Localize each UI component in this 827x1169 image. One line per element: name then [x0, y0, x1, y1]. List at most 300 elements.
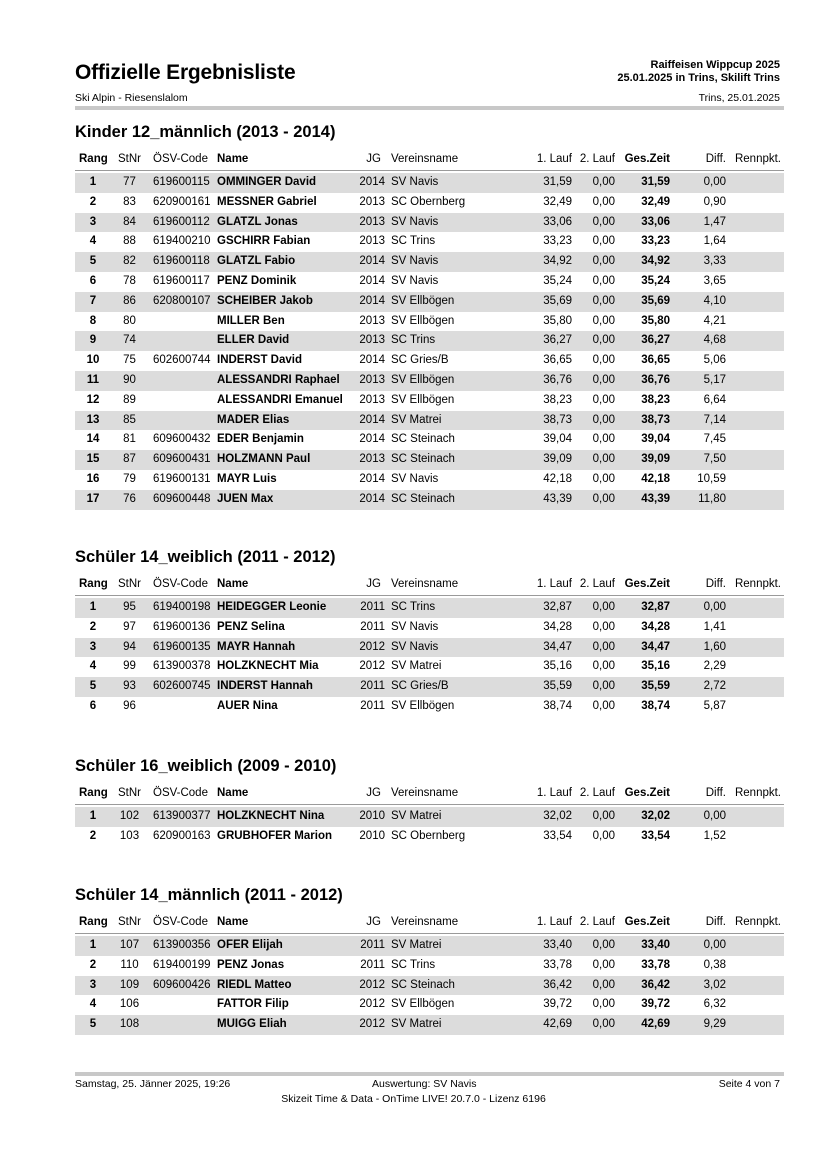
cell-lauf2: 0,00	[592, 680, 615, 693]
cell-stnr: 96	[123, 699, 136, 712]
cell-verein: SC Trins	[391, 235, 436, 248]
cell-verein: SV Ellbögen	[391, 699, 455, 712]
print-timestamp: Samstag, 25. Jänner 2025, 19:26	[75, 1078, 231, 1090]
column-header-name: Name	[217, 578, 249, 590]
table-row	[75, 936, 784, 956]
cell-ges: 35,69	[641, 294, 670, 307]
table-row	[75, 252, 784, 272]
cell-jg: 2012	[359, 640, 385, 653]
cell-rang: 11	[86, 373, 100, 386]
cell-name: FATTOR Filip	[217, 998, 289, 1011]
cell-stnr: 87	[123, 453, 136, 466]
column-header-renn: Rennpkt.	[734, 787, 781, 799]
cell-diff: 1,47	[703, 215, 726, 228]
cell-name: PENZ Dominik	[217, 274, 297, 287]
cell-code: 609600431	[153, 453, 211, 466]
cell-diff: 6,64	[703, 393, 726, 406]
cell-rang: 2	[89, 195, 97, 208]
cell-name: MAYR Hannah	[217, 640, 296, 653]
cell-stnr: 94	[123, 640, 136, 653]
table-row	[75, 371, 784, 391]
column-header-jg: JG	[366, 787, 381, 799]
cell-ges: 36,65	[641, 354, 670, 367]
table-row	[75, 272, 784, 292]
cell-verein: SV Navis	[391, 255, 439, 268]
table-row	[75, 657, 784, 677]
cell-ges: 35,59	[641, 680, 670, 693]
cell-rang: 3	[89, 978, 97, 991]
cell-ges: 35,16	[641, 660, 670, 673]
cell-lauf1: 42,18	[543, 472, 572, 485]
table-row	[75, 677, 784, 697]
cell-lauf1: 33,23	[543, 235, 572, 248]
column-header-lauf2: 2. Lauf	[579, 787, 615, 799]
cell-stnr: 89	[123, 393, 136, 406]
section-title: Schüler 16_weiblich (2009 - 2010)	[75, 757, 337, 775]
cell-verein: SV Matrei	[391, 810, 442, 822]
cell-name: MILLER Ben	[217, 314, 285, 327]
cell-rang: 7	[89, 294, 97, 307]
column-header-name: Name	[217, 153, 249, 165]
table-row	[75, 807, 784, 827]
cell-lauf1: 32,49	[543, 195, 572, 208]
cell-ges: 35,80	[641, 314, 670, 327]
place-date: Trins, 25.01.2025	[698, 92, 780, 104]
cell-rang: 15	[86, 453, 100, 466]
cell-jg: 2012	[359, 660, 385, 673]
results-section	[75, 122, 784, 510]
cell-rang: 12	[86, 393, 100, 406]
cell-lauf2: 0,00	[592, 235, 615, 248]
cell-jg: 2014	[359, 472, 385, 485]
cell-verein: SC Trins	[391, 958, 436, 971]
cell-name: ALESSANDRI Raphael	[217, 373, 340, 386]
cell-name: HOLZKNECHT Nina	[217, 810, 325, 822]
cell-stnr: 79	[123, 472, 136, 485]
cell-lauf1: 33,06	[543, 215, 572, 228]
column-header-diff: Diff.	[705, 787, 726, 799]
cell-rang: 16	[86, 472, 100, 485]
column-header-code: ÖSV-Code	[153, 916, 208, 928]
cell-stnr: 86	[123, 294, 136, 307]
cell-ges: 42,69	[641, 1018, 670, 1031]
cell-code: 619600112	[153, 215, 210, 228]
table-row	[75, 598, 784, 618]
cell-name: SCHEIBER Jakob	[217, 294, 313, 307]
cell-rang: 2	[89, 958, 97, 971]
cell-ges: 33,23	[641, 235, 670, 248]
cell-lauf1: 34,47	[543, 640, 572, 653]
cell-ges: 36,27	[641, 334, 670, 347]
cell-ges: 36,42	[641, 978, 670, 991]
page-number: Seite 4 von 7	[718, 1078, 780, 1090]
cell-lauf2: 0,00	[592, 601, 615, 613]
table-row	[75, 956, 784, 976]
cell-ges: 34,28	[641, 620, 670, 633]
results-section	[75, 547, 784, 717]
cell-diff: 1,64	[703, 235, 726, 248]
table-row	[75, 411, 784, 431]
cell-jg: 2014	[359, 433, 385, 446]
cell-stnr: 90	[123, 373, 136, 386]
cell-rang: 3	[89, 215, 97, 228]
cell-lauf2: 0,00	[592, 1018, 615, 1031]
cell-verein: SC Gries/B	[391, 680, 449, 693]
cell-name: MESSNER Gabriel	[217, 195, 317, 208]
cell-lauf2: 0,00	[592, 939, 615, 951]
cell-diff: 0,00	[703, 939, 726, 951]
cell-stnr: 81	[123, 433, 136, 446]
cell-lauf2: 0,00	[592, 314, 615, 327]
cell-diff: 0,00	[703, 810, 726, 822]
table-row	[75, 173, 784, 193]
cell-code: 619600131	[153, 472, 211, 485]
cell-diff: 5,17	[703, 373, 726, 386]
cell-verein: SC Steinach	[391, 978, 455, 991]
cell-diff: 0,90	[703, 195, 726, 208]
cell-code: 619600117	[153, 274, 210, 287]
cell-stnr: 106	[119, 998, 140, 1011]
cell-name: INDERST David	[217, 354, 302, 367]
cell-jg: 2010	[359, 810, 385, 822]
cell-diff: 2,72	[703, 680, 726, 693]
cell-stnr: 107	[119, 939, 140, 951]
cell-code: 619600135	[153, 640, 211, 653]
cell-diff: 3,65	[703, 274, 726, 287]
column-header-jg: JG	[366, 916, 381, 928]
column-header-lauf2: 2. Lauf	[579, 153, 615, 165]
cell-verein: SC Obernberg	[391, 195, 466, 208]
section-title: Schüler 14_weiblich (2011 - 2012)	[75, 548, 336, 566]
cell-rang: 4	[89, 998, 97, 1011]
cell-code: 613900378	[153, 660, 211, 673]
cell-name: JUEN Max	[217, 492, 274, 505]
event-name: Raiffeisen Wippcup 2025	[650, 59, 780, 71]
cell-stnr: 80	[123, 314, 136, 327]
evaluation-label: Auswertung: SV Navis	[372, 1078, 477, 1090]
cell-diff: 3,33	[703, 255, 726, 268]
column-header-stnr: StNr	[118, 153, 141, 165]
cell-rang: 2	[89, 620, 97, 633]
cell-diff: 1,60	[703, 640, 726, 653]
cell-lauf2: 0,00	[592, 640, 615, 653]
table-row	[75, 618, 784, 638]
cell-jg: 2014	[359, 354, 385, 367]
cell-name: GSCHIRR Fabian	[217, 235, 311, 248]
cell-lauf1: 36,42	[543, 978, 572, 991]
table-row	[75, 827, 784, 847]
results-section	[75, 756, 784, 847]
column-header-jg: JG	[366, 153, 381, 165]
cell-lauf2: 0,00	[592, 294, 615, 307]
cell-code: 620900161	[153, 195, 211, 208]
cell-diff: 4,21	[703, 314, 726, 327]
cell-verein: SV Navis	[391, 472, 439, 485]
cell-rang: 1	[89, 176, 97, 188]
cell-rang: 6	[89, 274, 97, 287]
cell-name: GLATZL Jonas	[217, 215, 298, 228]
cell-lauf2: 0,00	[592, 453, 615, 466]
cell-stnr: 77	[123, 176, 136, 188]
cell-jg: 2014	[359, 413, 385, 426]
column-header-rang: Rang	[79, 578, 108, 590]
cell-code: 609600426	[153, 978, 211, 991]
column-header-lauf1: 1. Lauf	[536, 787, 572, 799]
cell-verein: SC Gries/B	[391, 354, 449, 367]
cell-diff: 5,06	[703, 354, 726, 367]
cell-stnr: 97	[123, 620, 136, 633]
cell-verein: SV Matrei	[391, 1018, 442, 1031]
cell-stnr: 84	[123, 215, 136, 228]
cell-rang: 6	[89, 699, 97, 712]
cell-code: 613900356	[153, 939, 211, 951]
cell-lauf2: 0,00	[592, 274, 615, 287]
cell-verein: SV Navis	[391, 640, 439, 653]
table-row	[75, 193, 784, 213]
cell-verein: SV Ellbögen	[391, 393, 455, 406]
table-row	[75, 995, 784, 1015]
cell-code: 619600118	[153, 255, 210, 268]
cell-rang: 5	[89, 255, 97, 268]
cell-rang: 1	[89, 939, 97, 951]
cell-ges: 31,59	[641, 176, 670, 188]
cell-name: EDER Benjamin	[217, 433, 304, 446]
cell-stnr: 82	[123, 255, 136, 268]
cell-ges: 33,06	[641, 215, 670, 228]
cell-ges: 39,72	[641, 998, 670, 1011]
table-row	[75, 638, 784, 658]
cell-name: MAYR Luis	[217, 472, 277, 485]
cell-stnr: 85	[123, 413, 136, 426]
cell-verein: SC Steinach	[391, 433, 455, 446]
column-header-lauf2: 2. Lauf	[579, 578, 615, 590]
cell-code: 602600745	[153, 680, 211, 693]
results-section	[75, 885, 784, 1035]
column-header-code: ÖSV-Code	[153, 578, 208, 590]
cell-diff: 9,29	[703, 1018, 726, 1031]
column-header-renn: Rennpkt.	[734, 578, 781, 590]
cell-lauf1: 35,24	[543, 274, 572, 287]
cell-ges: 33,78	[641, 958, 670, 971]
column-header-renn: Rennpkt.	[734, 153, 781, 165]
discipline-subtitle: Ski Alpin - Riesenslalom	[75, 92, 188, 104]
cell-name: MUIGG Eliah	[217, 1018, 287, 1031]
cell-jg: 2013	[359, 195, 385, 208]
column-header-verein: Vereinsname	[391, 153, 459, 165]
cell-code: 619400210	[153, 235, 211, 248]
column-header-diff: Diff.	[705, 916, 726, 928]
cell-jg: 2013	[359, 235, 385, 248]
cell-lauf1: 43,39	[543, 492, 572, 505]
cell-jg: 2011	[360, 958, 385, 971]
cell-verein: SC Trins	[391, 334, 436, 347]
cell-code: 619600136	[153, 620, 211, 633]
cell-name: OMMINGER David	[217, 176, 317, 188]
column-header-lauf1: 1. Lauf	[536, 578, 572, 590]
cell-verein: SV Matrei	[391, 939, 442, 951]
cell-ges: 42,18	[641, 472, 670, 485]
cell-name: PENZ Selina	[217, 620, 285, 633]
cell-lauf2: 0,00	[592, 699, 615, 712]
cell-code: 609600448	[153, 492, 211, 505]
cell-lauf1: 33,78	[543, 958, 572, 971]
cell-name: OFER Elijah	[217, 939, 283, 951]
cell-code: 620900163	[153, 829, 211, 842]
cell-verein: SV Matrei	[391, 660, 442, 673]
cell-name: ALESSANDRI Emanuel	[217, 393, 343, 406]
cell-rang: 17	[86, 492, 100, 505]
cell-lauf2: 0,00	[592, 373, 615, 386]
cell-ges: 32,02	[641, 810, 670, 822]
cell-lauf2: 0,00	[592, 255, 615, 268]
cell-jg: 2014	[359, 274, 385, 287]
cell-jg: 2012	[359, 1018, 385, 1031]
footer-divider	[75, 1072, 784, 1076]
cell-lauf1: 39,04	[543, 433, 572, 446]
cell-verein: SV Ellbögen	[391, 373, 455, 386]
cell-lauf1: 31,59	[543, 176, 572, 188]
column-header-stnr: StNr	[118, 916, 141, 928]
cell-lauf1: 39,72	[543, 998, 572, 1011]
cell-rang: 4	[89, 660, 97, 673]
cell-code: 620800107	[153, 294, 211, 307]
cell-name: GLATZL Fabio	[217, 255, 296, 268]
column-header-lauf1: 1. Lauf	[536, 153, 572, 165]
cell-lauf2: 0,00	[592, 215, 615, 228]
cell-lauf1: 39,09	[543, 453, 572, 466]
cell-ges: 35,24	[641, 274, 670, 287]
cell-name: RIEDL Matteo	[217, 978, 292, 991]
cell-jg: 2011	[360, 620, 385, 633]
cell-stnr: 108	[119, 1018, 140, 1031]
cell-jg: 2013	[359, 334, 385, 347]
cell-verein: SV Navis	[391, 274, 439, 287]
cell-ges: 34,47	[641, 640, 670, 653]
cell-lauf1: 34,28	[543, 620, 572, 633]
cell-stnr: 99	[123, 660, 136, 673]
column-header-rang: Rang	[79, 787, 108, 799]
column-header-ges: Ges.Zeit	[624, 578, 670, 590]
cell-ges: 38,73	[641, 413, 670, 426]
cell-rang: 13	[86, 413, 100, 426]
column-header-diff: Diff.	[705, 153, 726, 165]
table-row	[75, 213, 784, 233]
cell-jg: 2011	[360, 680, 385, 693]
cell-diff: 0,00	[703, 601, 726, 613]
cell-ges: 33,54	[641, 829, 670, 842]
column-header-rang: Rang	[79, 916, 108, 928]
table-row	[75, 391, 784, 411]
cell-name: HOLZKNECHT Mia	[217, 660, 319, 673]
cell-lauf2: 0,00	[592, 472, 615, 485]
cell-diff: 7,50	[703, 453, 726, 466]
cell-name: PENZ Jonas	[217, 958, 285, 971]
cell-ges: 38,74	[641, 699, 670, 712]
cell-ges: 32,87	[641, 601, 670, 613]
cell-lauf1: 36,27	[543, 334, 572, 347]
table-header	[75, 786, 784, 805]
cell-lauf2: 0,00	[592, 958, 615, 971]
cell-lauf2: 0,00	[592, 978, 615, 991]
cell-ges: 32,49	[641, 195, 670, 208]
column-header-renn: Rennpkt.	[734, 916, 781, 928]
page-title: Offizielle Ergebnisliste	[75, 61, 296, 84]
cell-code: 619400198	[153, 601, 211, 613]
cell-jg: 2013	[359, 215, 385, 228]
cell-stnr: 76	[123, 492, 136, 505]
cell-lauf1: 35,59	[543, 680, 572, 693]
cell-name: ELLER David	[217, 334, 290, 347]
cell-lauf1: 36,65	[543, 354, 572, 367]
cell-rang: 2	[89, 829, 97, 842]
cell-lauf1: 34,92	[543, 255, 572, 268]
column-header-verein: Vereinsname	[391, 578, 459, 590]
column-header-lauf2: 2. Lauf	[579, 916, 615, 928]
cell-lauf1: 33,40	[543, 939, 572, 951]
cell-lauf2: 0,00	[592, 195, 615, 208]
cell-verein: SV Navis	[391, 620, 439, 633]
cell-lauf2: 0,00	[592, 829, 615, 842]
cell-stnr: 88	[123, 235, 136, 248]
cell-lauf1: 38,23	[543, 393, 572, 406]
cell-code: 613900377	[153, 810, 211, 822]
cell-verein: SC Trins	[391, 601, 436, 613]
cell-lauf1: 35,69	[543, 294, 572, 307]
cell-ges: 39,04	[641, 433, 670, 446]
cell-jg: 2010	[359, 829, 385, 842]
cell-lauf1: 35,16	[543, 660, 572, 673]
table-row	[75, 232, 784, 252]
cell-diff: 3,02	[703, 978, 726, 991]
cell-name: HOLZMANN Paul	[217, 453, 311, 466]
table-row	[75, 490, 784, 510]
column-header-name: Name	[217, 916, 249, 928]
cell-rang: 5	[89, 680, 97, 693]
cell-rang: 10	[86, 354, 100, 367]
section-title: Schüler 14_männlich (2011 - 2012)	[75, 886, 343, 904]
cell-jg: 2013	[359, 314, 385, 327]
cell-jg: 2013	[359, 373, 385, 386]
cell-lauf1: 42,69	[543, 1018, 572, 1031]
table-row	[75, 976, 784, 996]
cell-diff: 0,38	[703, 958, 726, 971]
cell-name: INDERST Hannah	[217, 680, 313, 693]
cell-ges: 34,92	[641, 255, 670, 268]
table-header	[75, 915, 784, 934]
cell-diff: 4,68	[703, 334, 726, 347]
column-header-jg: JG	[366, 578, 381, 590]
cell-name: GRUBHOFER Marion	[217, 829, 332, 842]
cell-ges: 43,39	[641, 492, 670, 505]
column-header-name: Name	[217, 787, 249, 799]
cell-lauf1: 32,02	[543, 810, 572, 822]
cell-verein: SC Obernberg	[391, 829, 466, 842]
column-header-code: ÖSV-Code	[153, 153, 208, 165]
cell-diff: 5,87	[703, 699, 726, 712]
table-row	[75, 697, 784, 717]
cell-verein: SC Steinach	[391, 492, 455, 505]
table-row	[75, 292, 784, 312]
cell-stnr: 109	[119, 978, 140, 991]
cell-stnr: 95	[123, 601, 136, 613]
cell-verein: SV Matrei	[391, 413, 442, 426]
cell-diff: 10,59	[697, 472, 726, 485]
cell-diff: 4,10	[703, 294, 726, 307]
cell-verein: SV Ellbögen	[391, 998, 455, 1011]
table-row	[75, 450, 784, 470]
cell-ges: 33,40	[641, 939, 670, 951]
cell-lauf2: 0,00	[592, 660, 615, 673]
